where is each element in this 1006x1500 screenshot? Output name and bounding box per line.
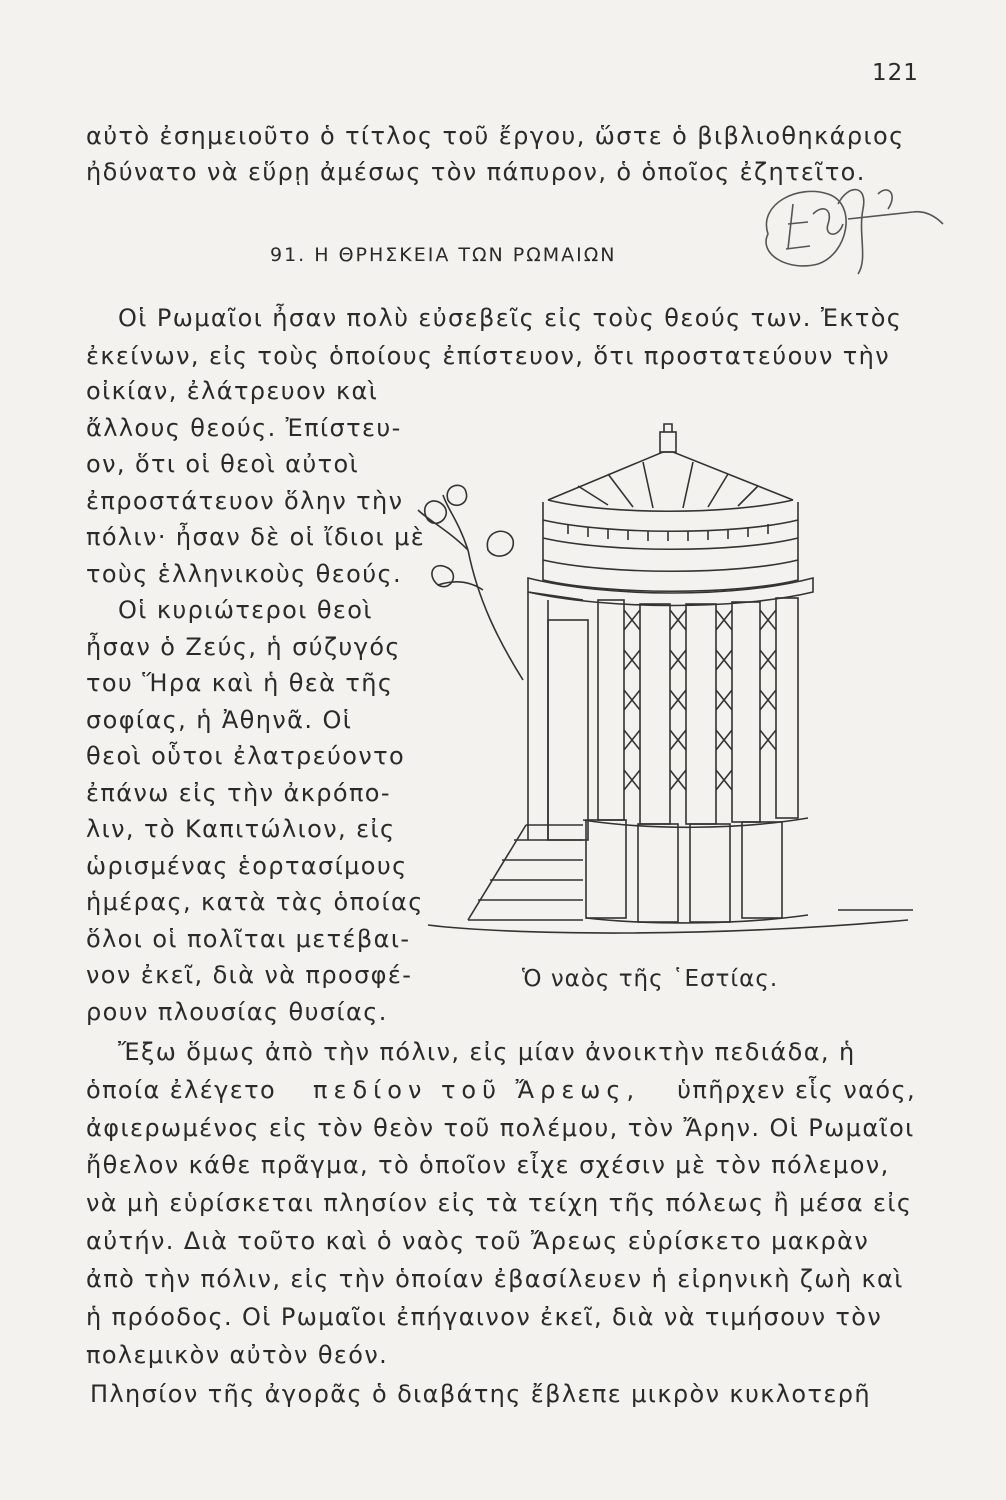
text-line: ἀφιερωμένος εἰς τὸν θεὸν τοῦ πολέμου, τὸν Ἄρην. Οἱ Ρωμαῖοι (86, 1114, 915, 1142)
text-fragment: ὑπῆρχεν εἷς ναός, (677, 1076, 916, 1104)
text-line: αὐτήν. Διὰ τοῦτο καὶ ὁ ναὸς τοῦ Ἄρεως εὑρίσκετο μακρὰν (86, 1227, 870, 1255)
text-line: ἐπροστάτευον ὅλην τὴν (86, 487, 404, 515)
text-line: θεοὶ οὗτοι ἐλατρεύοντο (86, 742, 406, 770)
text-line: αὐτὸ ἐσημειοῦτο ὁ τίτλος τοῦ ἔργου, ὥστε ὁ βιβλιοθηκάριος (86, 122, 905, 150)
text-line: ὅλοι οἱ πολῖται μετέβαι- (86, 925, 411, 953)
text-line: νὰ μὴ εὑρίσκεται πλησίον εἰς τὰ τείχη τῆς πόλεως ἢ μέσα εἰς (86, 1189, 913, 1217)
text-line: πολεμικὸν αὐτὸν θεόν. (86, 1341, 389, 1369)
text-line: ρουν πλουσίας θυσίας. (86, 998, 388, 1026)
text-line: ἐκείνων, εἰς τοὺς ὁποίους ἐπίστευον, ὅτι προστατεύουν τὴν (86, 342, 891, 370)
text-line: Πλησίον τῆς ἀγορᾶς ὁ διαβάτης ἔβλεπε μικρὸν κυκλοτερῆ (90, 1380, 871, 1408)
text-line: Οἱ Ρωμαῖοι ἦσαν πολὺ εὐσεβεῖς εἰς τοὺς θεούς των. Ἐκτὸς (118, 304, 903, 332)
text-line: ἐπάνω εἰς τὴν ἀκρόπο- (86, 779, 391, 807)
text-emphasis: πεδίον τοῦ Ἄρεως, (313, 1076, 641, 1104)
text-line: του Ἥρα καὶ ἡ θεὰ τῆς (86, 669, 394, 697)
text-line: Οἱ κυριώτεροι θεοὶ (118, 596, 373, 624)
text-line: ὡρισμένας ἑορτασίμους (86, 852, 408, 880)
text-line (86, 1074, 916, 1106)
page-number: 121 (872, 60, 919, 86)
text-line: ἤθελον κάθε πρᾶγμα, τὸ ὁποῖον εἶχε σχέσιν μὲ τὸν πόλεμον, (86, 1151, 890, 1179)
text-line: ἦσαν ὁ Ζεύς, ἡ σύζυγός (86, 633, 401, 661)
temple-of-vesta-illustration (408, 420, 918, 955)
text-line: νον ἐκεῖ, διὰ νὰ προσφέ- (86, 961, 413, 989)
text-line: οἰκίαν, ἐλάτρευον καὶ (86, 377, 379, 405)
text-line: ον, ὅτι οἱ θεοὶ αὐτοὶ (86, 450, 360, 478)
text-line: λιν, τὸ Καπιτώλιον, εἰς (86, 815, 396, 843)
section-heading: 91. Η ΘΡΗΣΚΕΙΑ ΤΩΝ ΡΩΜΑΙΩΝ (270, 244, 617, 266)
text-line: πόλιν· ἦσαν δὲ οἱ ἴδιοι μὲ (86, 523, 426, 551)
text-line: ἠδύνατο νὰ εὕρῃ ἀμέσως τὸν πάπυρον, ὁ ὁποῖος ἐζητεῖτο. (86, 158, 866, 186)
text-line: ἄλλους θεούς. Ἐπίστευ- (86, 414, 402, 442)
handwritten-signature (738, 164, 948, 284)
text-fragment: ὁποία ἐλέγετο (86, 1076, 277, 1104)
text-line: ἀπὸ τὴν πόλιν, εἰς τὴν ὁποίαν ἐβασίλευεν ἡ εἰρηνικὴ ζωὴ καὶ (86, 1265, 904, 1293)
text-line: Ἔξω ὅμως ἀπὸ τὴν πόλιν, εἰς μίαν ἀνοικτὴν πεδιάδα, ἡ (118, 1038, 856, 1066)
text-line: ἡμέρας, κατὰ τὰς ὁποίας (86, 888, 424, 916)
figure-caption: Ὁ ναὸς τῆς ῾Εστίας. (522, 966, 779, 992)
text-line: τοὺς ἑλληνικοὺς θεούς. (86, 560, 403, 588)
text-line: ἡ πρόοδος. Οἱ Ρωμαῖοι ἐπήγαινον ἐκεῖ, διὰ νὰ τιμήσουν τὸν (86, 1303, 883, 1331)
text-line: σοφίας, ἡ Ἀθηνᾶ. Οἱ (86, 706, 353, 734)
